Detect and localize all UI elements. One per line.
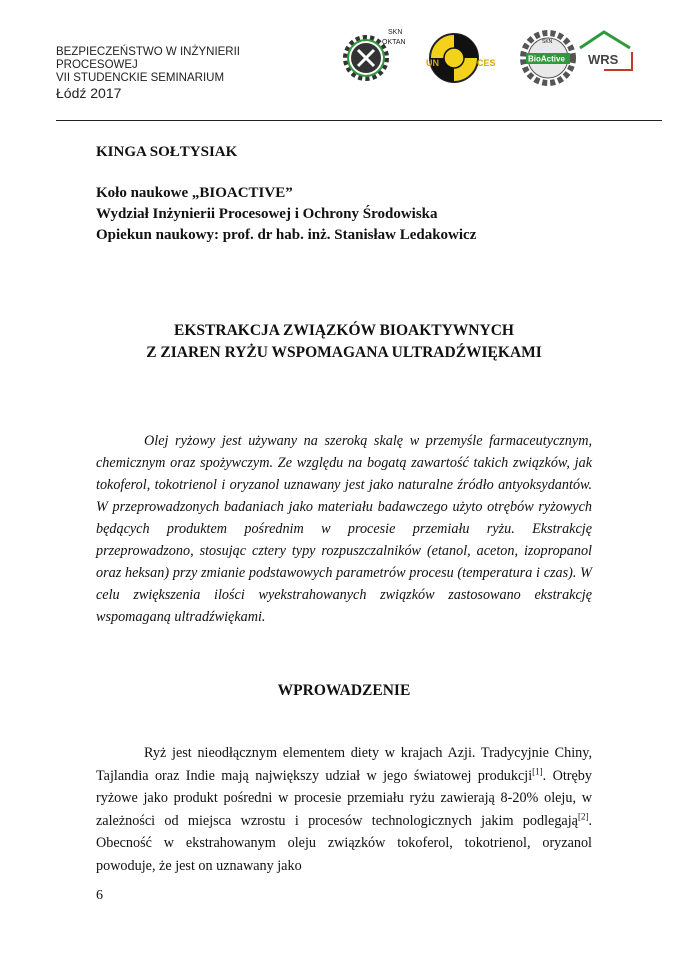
body-paragraph <box>96 742 592 878</box>
seminar-line-3: VII STUDENCKIE SEMINARIUM <box>56 72 225 84</box>
logo4-text: WRS <box>588 52 619 67</box>
affiliation-faculty: Wydział Inżynierii Procesowej i Ochrony Środowiska <box>96 206 438 222</box>
header-divider <box>56 120 662 121</box>
seminar-line-1: BEZPIECZEŃSTWO W INŻYNIERII <box>56 46 241 58</box>
logo3-text1: SKN <box>542 39 553 45</box>
wrs-logo <box>580 32 632 70</box>
unices-logo <box>426 34 496 82</box>
logo2-text1: UN <box>426 58 439 68</box>
paper-title-line-2: Z ZIAREN RYŻU WSPOMAGANA ULTRADŹWIĘKAMI <box>146 344 542 361</box>
page-number: 6 <box>96 888 103 903</box>
body-text-part-1: Ryż jest nieodłącznym elementem diety w krajach Azji. Tradycyjnie Chiny, Tajlandia oraz Indie mają największy udział w jego światowej produkcji <box>96 745 592 784</box>
paper-title-line-1: EKSTRAKCJA ZWIĄZKÓW BIOAKTYWNYCH <box>174 322 514 339</box>
affiliation-supervisor: Opiekun naukowy: prof. dr hab. inż. Stanisław Ledakowicz <box>96 227 477 243</box>
skn-bioactive-logo <box>523 33 573 83</box>
seminar-line-2: PROCESOWEJ <box>56 59 138 71</box>
logos-row <box>342 20 642 100</box>
section-heading: WPROWADZENIE <box>277 682 411 699</box>
logo1-text1: SKN <box>388 29 403 36</box>
body-text-part-3: . Obecność w ekstrahowanym oleju związków tokoferol, tokotrienol, oryzanol powoduje, że jest on uznawany jako <box>96 812 592 874</box>
author-name: KINGA SOŁTYSIAK <box>96 144 238 160</box>
logo1-text2: OKTAN <box>382 39 406 46</box>
abstract: Olej ryżowy jest używany na szeroką skalę w przemyśle farmaceutycznym, chemicznym oraz spożywczym. Ze względu na bogatą zawartość takich związków, jak tokoferol, tokotrienol i oryzanol uznawany jest jako naturalne źródło antyoksydantów. W przeprowadzonych badaniach jako materiału badawczego użyto otrębów ryżowych będących produktem pośrednim w procesie przemiału ryżu. Ekstrakcję przeprowadzono, stosując cztery typy rozpuszczalników (etanol, aceton, izopropanol oraz heksan) przy zmianie podstawowych parametrów procesu (temperatura i czas). W celu zwiększenia ilości wyekstrahowanych związków zastosowano ekstrakcję wspomaganą ultradźwiękami. <box>96 433 592 625</box>
logo3-text2: BioActive <box>528 54 565 64</box>
body-text-part-2: . Otręby ryżowe jako produkt pośredni w procesie przemiału ryżu zawierają 8-20% oleju, w zależności od miejsca wzrostu i procesów technologicznych jakim podlegają <box>96 767 592 829</box>
affiliation <box>96 183 476 246</box>
reference-2: [2] <box>577 811 589 822</box>
page-header <box>0 0 688 122</box>
affiliation-club: Koło naukowe „BIOACTIVE” <box>96 185 293 201</box>
seminar-info <box>56 46 240 101</box>
seminar-place-year: Łódź 2017 <box>56 85 122 101</box>
reference-1: [1] <box>532 765 543 776</box>
paper-title <box>96 320 592 364</box>
logo2-text2: CES <box>477 58 496 68</box>
skn-oktan-logo <box>346 29 406 78</box>
